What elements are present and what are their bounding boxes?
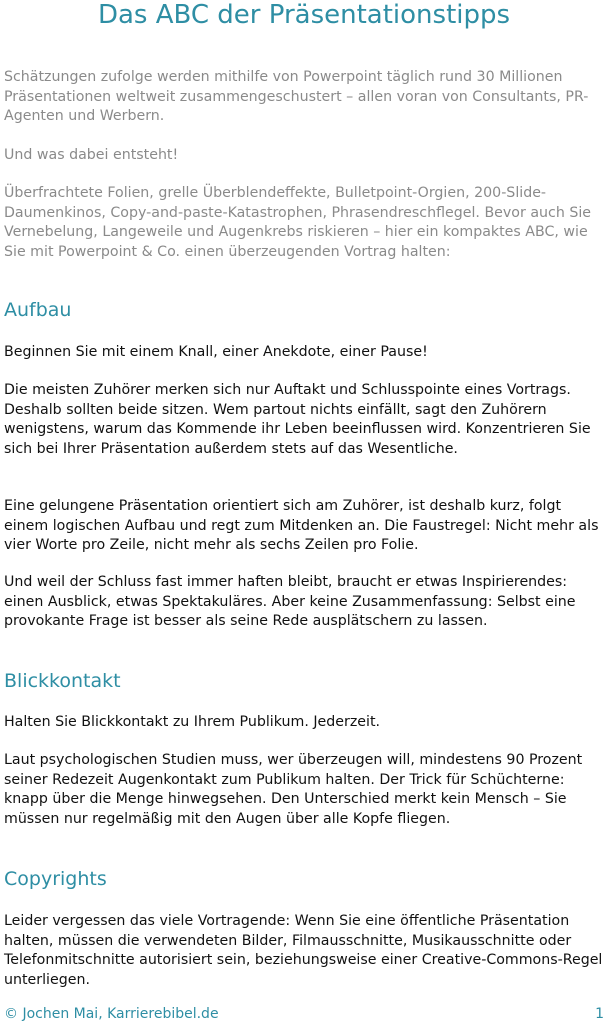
blickkontakt-paragraph-1: Halten Sie Blickkontakt zu Ihrem Publikum. Jederzeit. [4, 714, 381, 730]
copyrights-paragraph-1: Leider vergessen das viele Vortragende: Wenn Sie eine öffentliche Präsentation halten, müssen die verwendeten Bilder, Filmausschnitte, Musikausschnitte oder Telefonmitschnitte autorisiert sein, beziehungsweise einer Creative-Commons-Regel unterliegen. [4, 913, 603, 988]
intro-paragraph-3: Überfrachtete Folien, grelle Überblendeffekte, Bulletpoint-Orgien, 200-Slide-Daumenkinos, Copy-and-paste-Katastrophen, Phrasendreschflegel. Bevor auch Sie Vernebelung, Langeweile und Augenkrebs riskieren – hier ein kompaktes ABC, wie Sie mit Powerpoint & Co. einen überzeugenden Vortrag halten: [4, 185, 591, 260]
blickkontakt-paragraph-2: Laut psychologischen Studien muss, wer überzeugen will, mindestens 90 Prozent seiner Redezeit Augenkontakt zum Publikum halten. Der Trick für Schüchterne: knapp über die Menge hinwegsehen. Den Unterschied merkt kein Mensch – Sie müssen nur regelmäßig mit den Augen über alle Kopfe fliegen. [4, 752, 583, 827]
page-number: 1 [595, 1006, 604, 1022]
aufbau-paragraph-1: Beginnen Sie mit einem Knall, einer Anekdote, einer Pause! [4, 344, 428, 360]
section-heading-copyrights: Copyrights [4, 868, 107, 890]
aufbau-paragraph-3: Eine gelungene Präsentation orientiert sich am Zuhörer, ist deshalb kurz, folgt einem logischen Aufbau und regt zum Mitdenken an. Die Faustregel: Nicht mehr als vier Worte pro Zeile, nicht mehr als sechs Zeilen pro Folie. [4, 498, 599, 553]
section-heading-blickkontakt: Blickkontakt [4, 670, 121, 692]
page-title: Das ABC der Präsentationstipps [97, 0, 511, 30]
intro-paragraph-1: Schätzungen zufolge werden mithilfe von Powerpoint täglich rund 30 Millionen Präsentationen weltweit zusammengeschustert – allen voran von Consultants, PR-Agenten und Werbern. [4, 69, 589, 124]
aufbau-paragraph-2: Die meisten Zuhörer merken sich nur Auftakt und Schlusspointe eines Vortrags. Deshalb sollten beide sitzen. Wem partout nichts einfällt, sagt den Zuhörern wenigstens, warum das Kommende ihr Leben beeinflussen wird. Konzentrieren Sie sich bei Ihrer Präsentation außerdem stets auf das Wesentliche. [4, 382, 591, 457]
intro-paragraph-2: Und was dabei entsteht! [4, 147, 179, 163]
aufbau-paragraph-4: Und weil der Schluss fast immer haften bleibt, braucht er etwas Inspirierendes: einen Ausblick, etwas Spektakuläres. Aber keine Zusammenfassung: Selbst eine provokante Frage ist besser als seine Rede ausplätschern zu lassen. [4, 574, 576, 629]
footer-credit: © Jochen Mai, Karrierebibel.de [4, 1006, 219, 1022]
section-heading-aufbau: Aufbau [4, 299, 72, 321]
